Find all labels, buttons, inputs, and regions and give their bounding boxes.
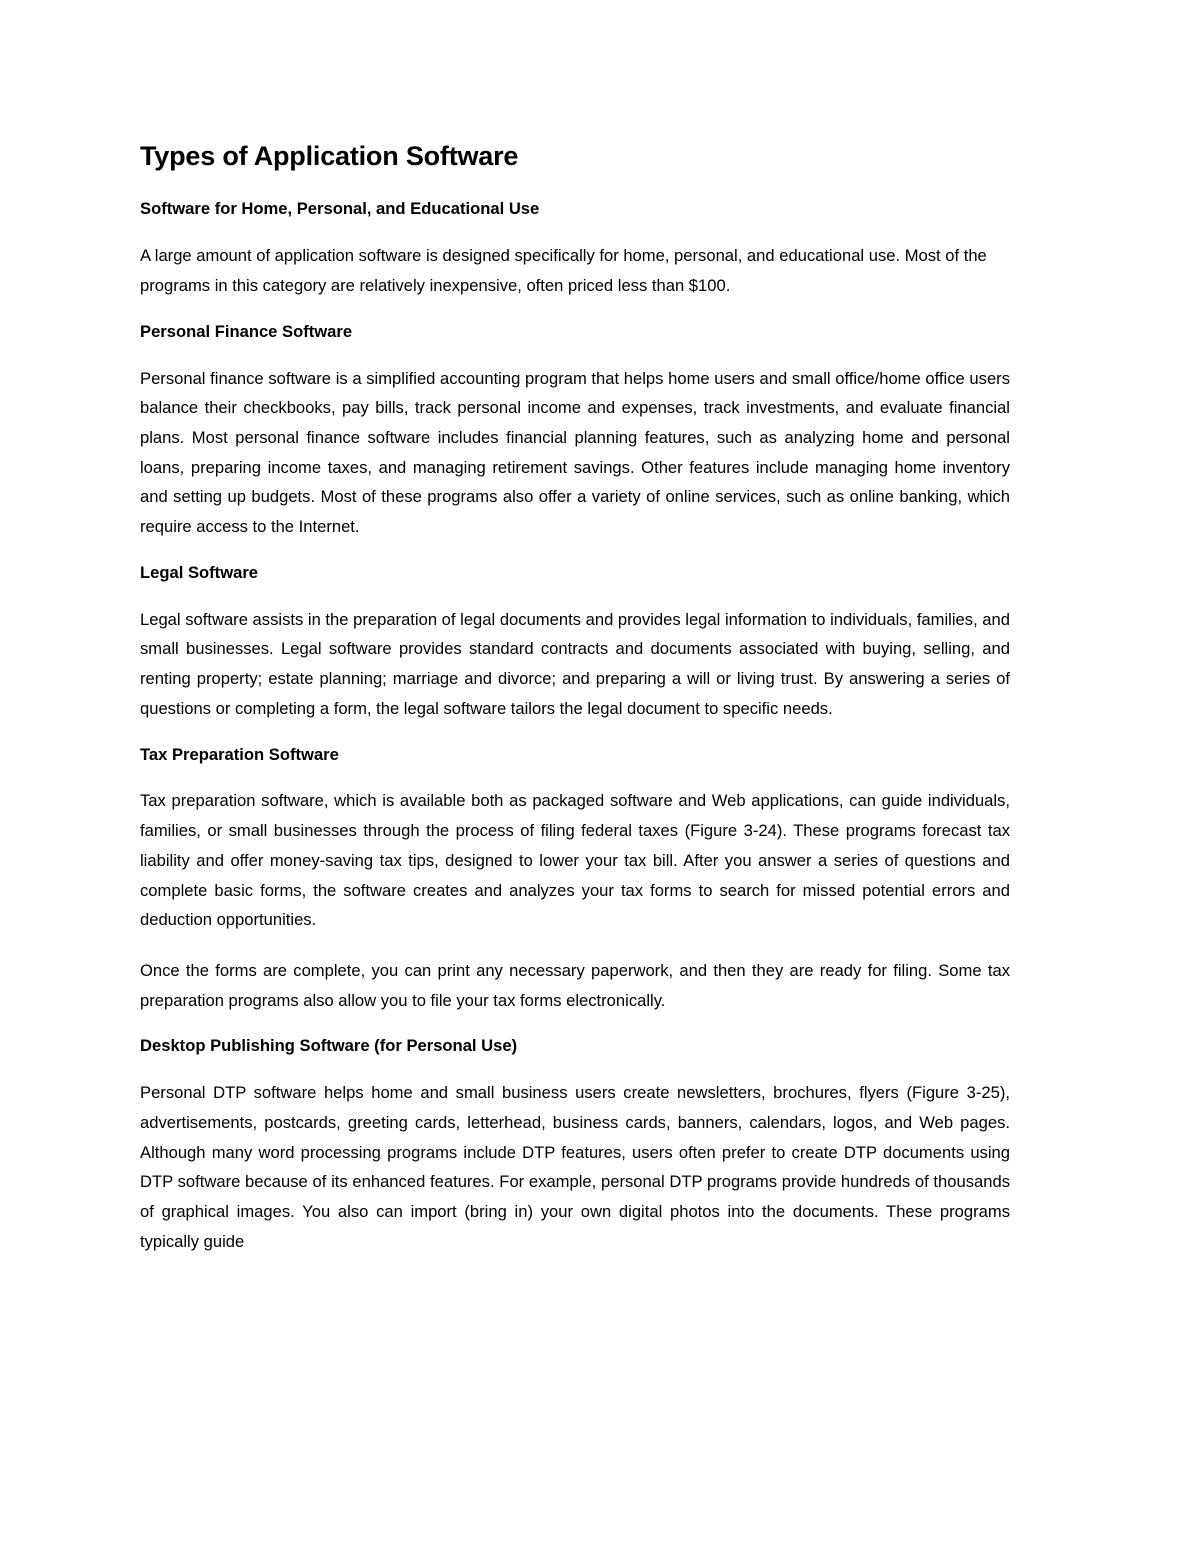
- document-title: Types of Application Software: [140, 141, 519, 171]
- section-paragraph: Legal software assists in the preparation of legal documents and provides legal information to individuals, families, and small businesses. Legal software provides standard contracts and documents associated with buying, selling, and renting property; estate planning; marriage and divorce; and preparing a will or living trust. By answering a series of questions or completing a form, the legal software tailors the legal document to specific needs.: [140, 609, 1010, 718]
- section-paragraph: A large amount of application software is designed specifically for home, personal, and educational use. Most of the programs in this category are relatively inexpensive, often priced less than $100.: [140, 246, 987, 295]
- section-heading-legal: Legal Software: [140, 562, 259, 582]
- section-heading-desktop-publishing: Desktop Publishing Software (for Personal Use): [140, 1036, 518, 1056]
- document-page: [140, 140, 1010, 1278]
- section-paragraph: Tax preparation software, which is available both as packaged software and Web applications, can guide individuals, families, or small businesses through the process of filing federal taxes (Figure 3-24). These programs forecast tax liability and offer money-saving tax tips, designed to lower your tax bill. After you answer a series of questions and complete basic forms, the software creates and analyzes your tax forms to search for missed potential errors and deduction opportunities.: [140, 791, 1010, 930]
- section-heading-personal-finance: Personal Finance Software: [140, 321, 353, 341]
- section-paragraph: Once the forms are complete, you can print any necessary paperwork, and then they are ready for filing. Some tax preparation programs also allow you to file your tax forms electronically.: [140, 960, 1010, 1010]
- section-heading-tax-preparation: Tax Preparation Software: [140, 744, 339, 764]
- section-paragraph: Personal DTP software helps home and small business users create newsletters, brochures, flyers (Figure 3-25), advertisements, postcards, greeting cards, letterhead, business cards, banners, calendars, logos, and Web pages. Although many word processing programs include DTP features, users often prefer to create DTP documents using DTP software because of its enhanced features. For example, personal DTP programs provide hundreds of thousands of graphical images. You also can import (bring in) your own digital photos into the documents. These programs typically guide: [140, 1083, 1010, 1251]
- section-paragraph: Personal finance software is a simplified accounting program that helps home users and small office/home office users balance their checkbooks, pay bills, track personal income and expenses, track investments, and evaluate financial plans. Most personal finance software includes financial planning features, such as analyzing home and personal loans, preparing income taxes, and managing retirement savings. Other features include managing home inventory and setting up budgets. Most of these programs also offer a variety of online services, such as online banking, which require access to the Internet.: [140, 368, 1010, 537]
- section-heading-home-personal-educational: Software for Home, Personal, and Educational Use: [140, 199, 540, 219]
